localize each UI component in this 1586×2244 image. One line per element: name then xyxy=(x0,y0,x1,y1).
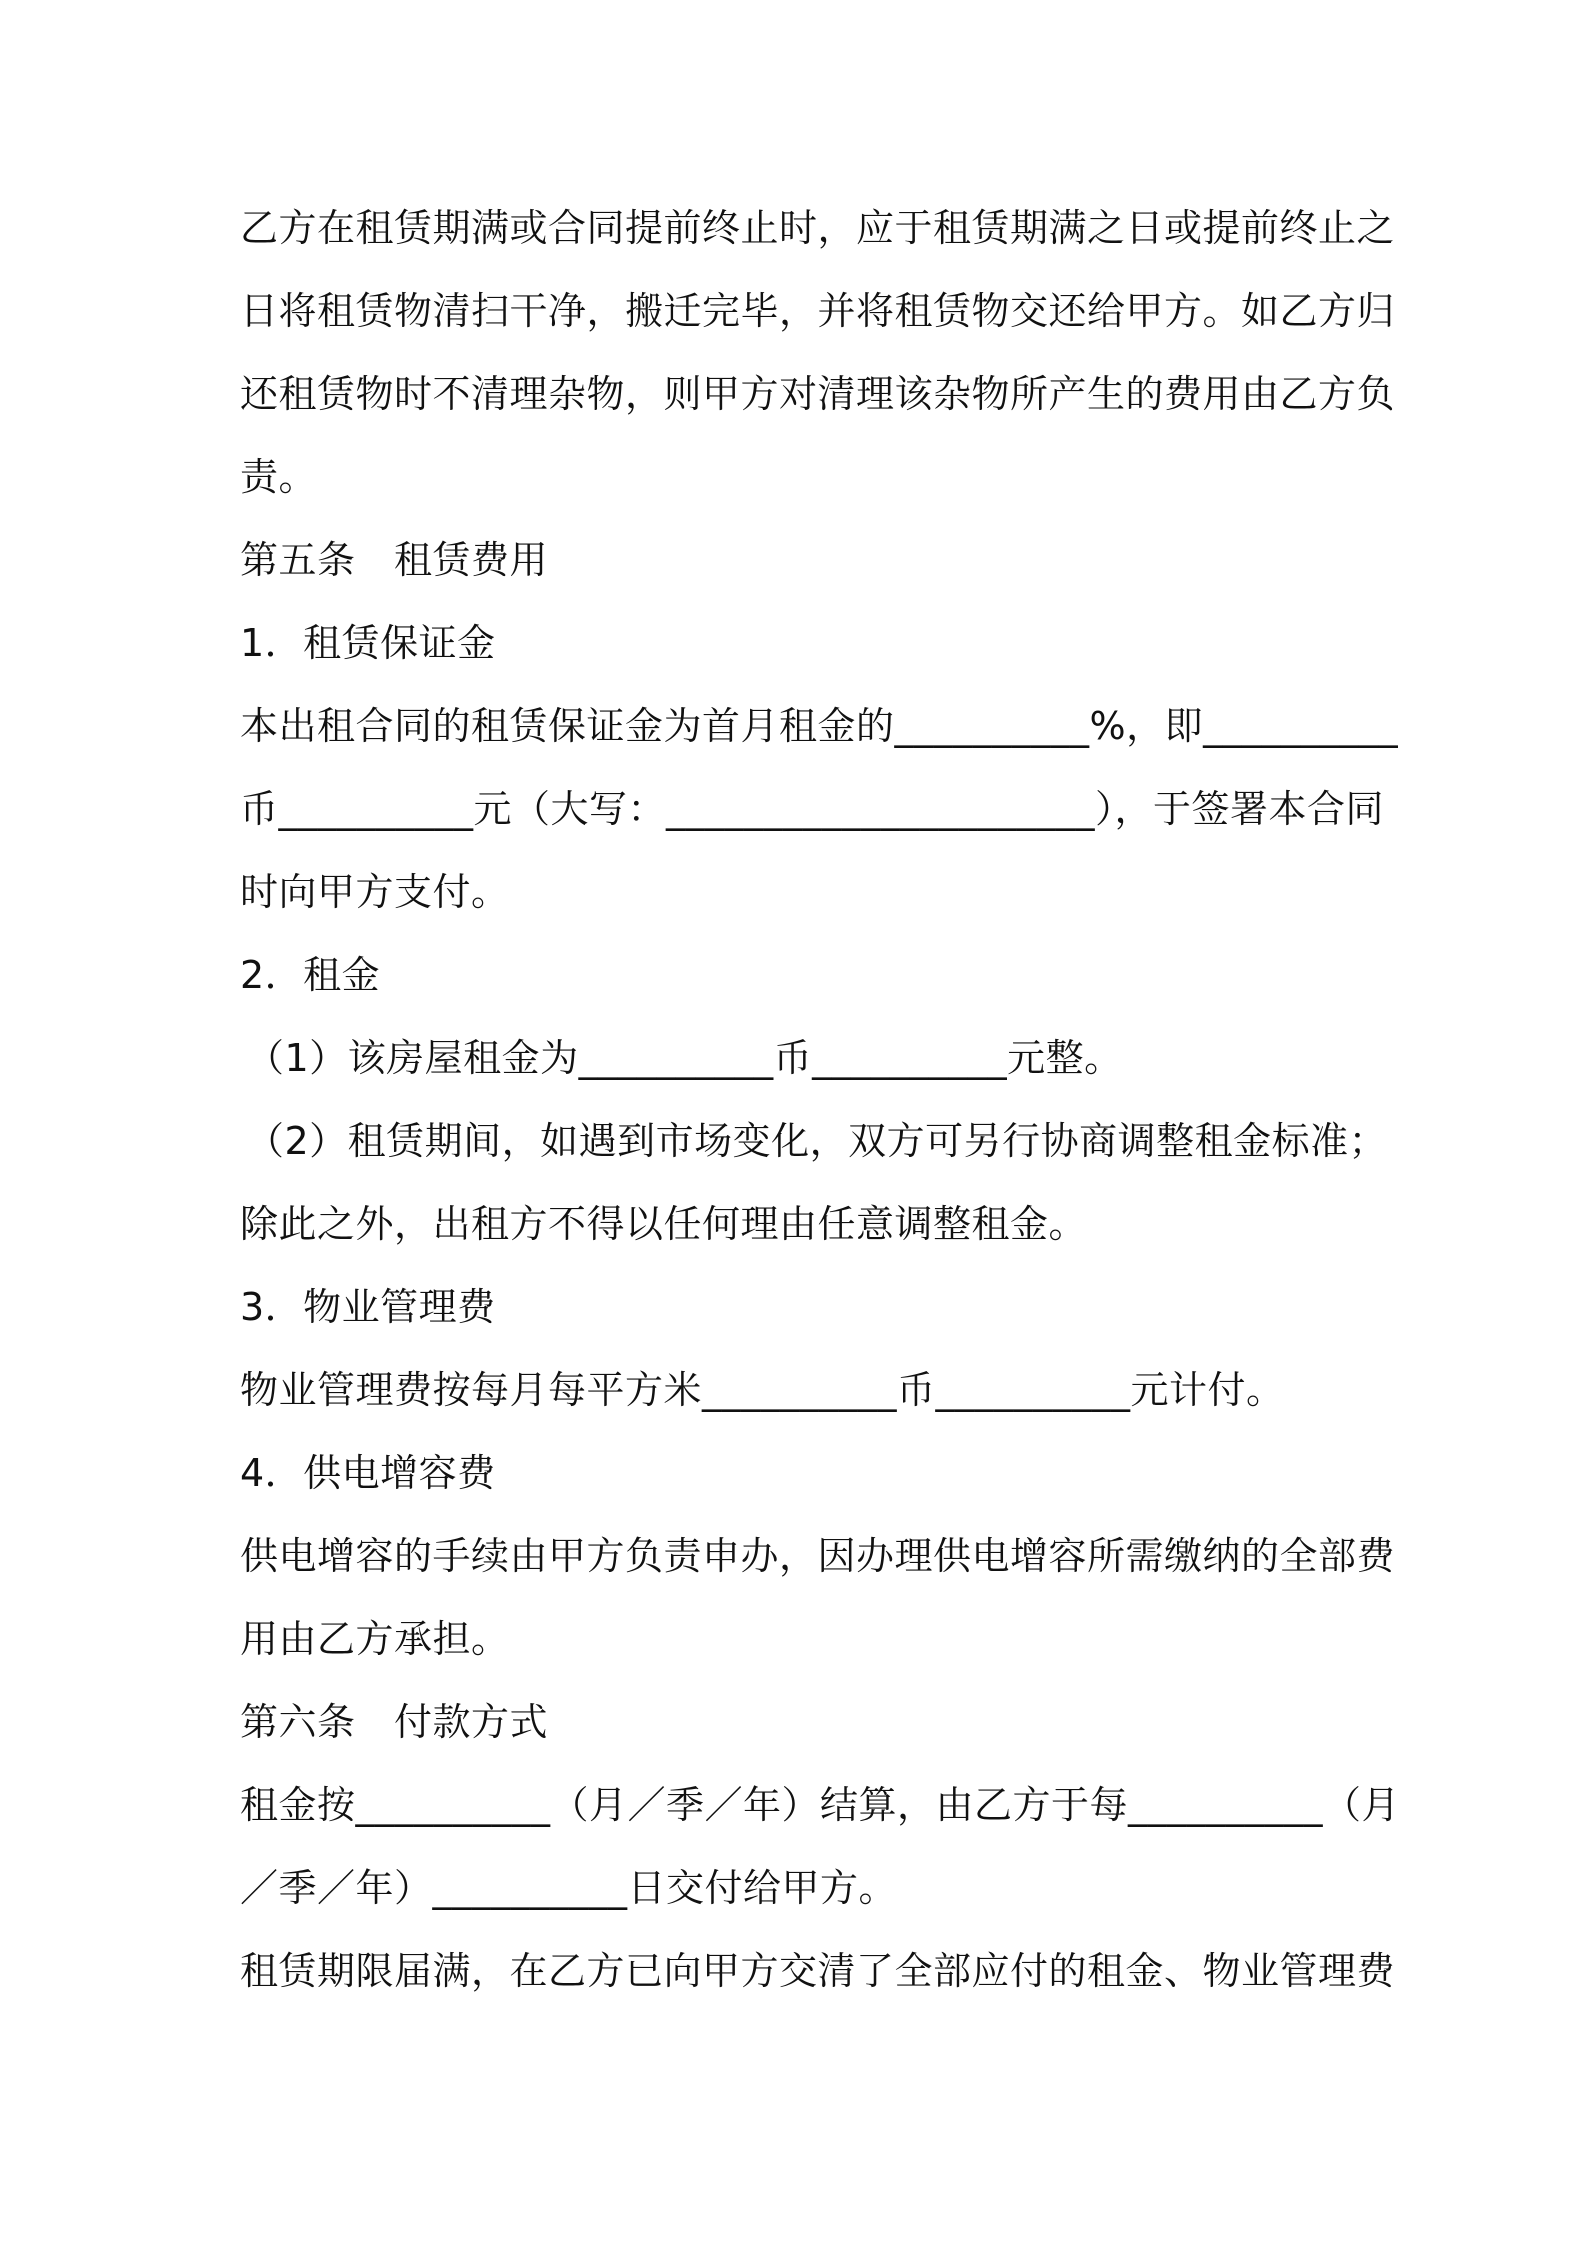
section-heading: 1．租赁保证金 xyxy=(240,621,496,665)
paragraph-line: （2）租赁期间，如遇到市场变化，双方可另行协商调整租金标准； xyxy=(246,1119,1388,1163)
paragraph-line: 本出租合同的租赁保证金为首月租金的__________%，即__________ xyxy=(240,704,1399,748)
paragraph-line: 租金按__________（月／季／年）结算，由乙方于每__________（月 xyxy=(240,1783,1401,1827)
paragraph-line: 用由乙方承担。 xyxy=(240,1617,510,1661)
section-heading: 2．租金 xyxy=(240,953,381,997)
paragraph-line: 责。 xyxy=(240,455,318,499)
paragraph-line: 时向甲方支付。 xyxy=(240,870,510,914)
section-heading: 3．物业管理费 xyxy=(240,1285,496,1329)
article-heading: 第六条 付款方式 xyxy=(240,1700,549,1744)
document-page xyxy=(240,187,1401,2013)
paragraph-line: 还租赁物时不清理杂物，则甲方对清理该杂物所产生的费用由乙方负 xyxy=(240,372,1396,416)
paragraph-line: 乙方在租赁期满或合同提前终止时，应于租赁期满之日或提前终止之 xyxy=(240,206,1396,250)
paragraph-line: ／季／年）__________日交付给甲方。 xyxy=(240,1866,898,1910)
section-heading: 4．供电增容费 xyxy=(240,1451,496,1495)
paragraph-line: 物业管理费按每月每平方米__________币__________元计付。 xyxy=(240,1368,1285,1412)
article-heading: 第五条 租赁费用 xyxy=(240,538,549,582)
paragraph-line: 供电增容的手续由甲方负责申办，因办理供电增容所需缴纳的全部费 xyxy=(240,1534,1396,1578)
paragraph-line: （1）该房屋租金为__________币__________元整。 xyxy=(246,1036,1123,1080)
paragraph-line: 日将租赁物清扫干净，搬迁完毕，并将租赁物交还给甲方。如乙方归 xyxy=(240,289,1396,333)
paragraph-line: 币__________元（大写：______________________），于签署本合同 xyxy=(240,787,1385,831)
paragraph-line: 租赁期限届满，在乙方已向甲方交清了全部应付的租金、物业管理费 xyxy=(240,1949,1396,1993)
paragraph-line: 除此之外，出租方不得以任何理由任意调整租金。 xyxy=(240,1202,1088,1246)
